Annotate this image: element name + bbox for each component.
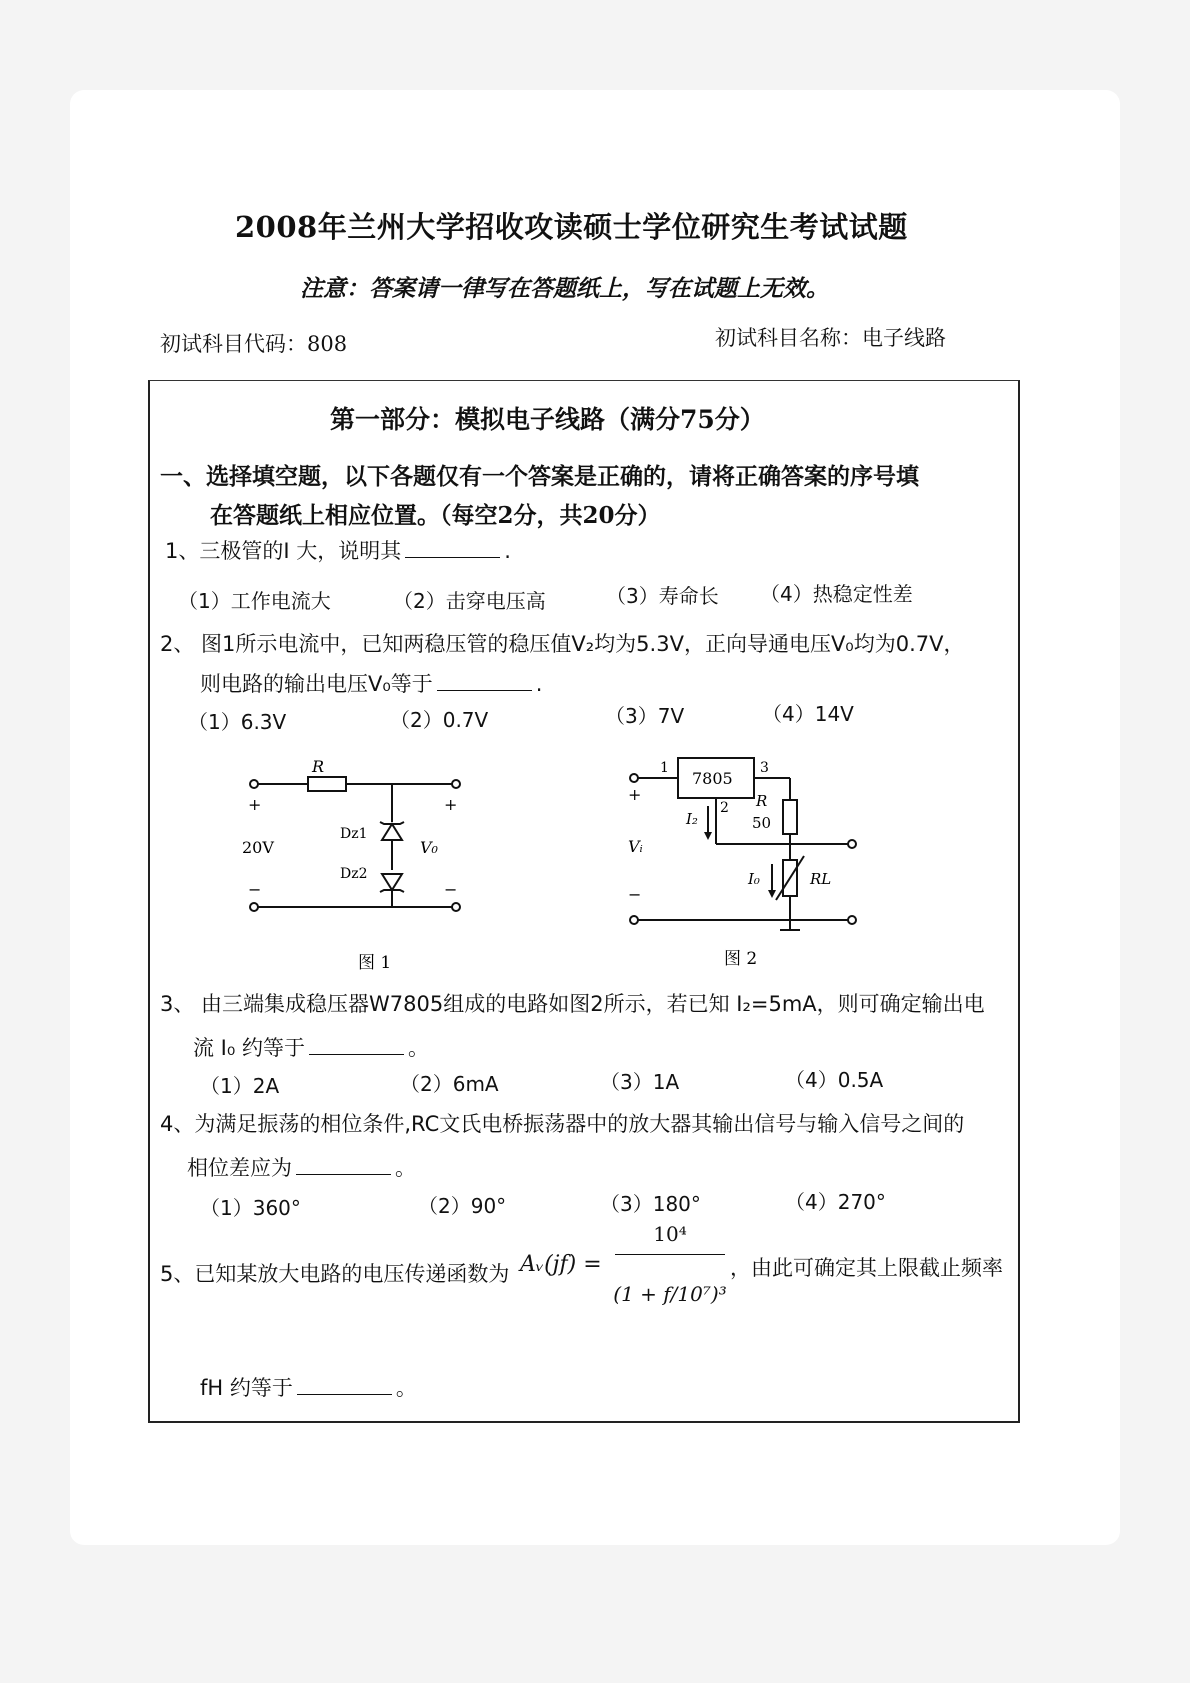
terminal (848, 916, 856, 924)
svg-text:+: + (248, 795, 262, 814)
answer-notice: 注意：答案请一律写在答题纸上，写在试题上无效。 (300, 275, 829, 302)
part-heading: 第一部分：模拟电子线路（满分75分） (330, 405, 765, 434)
transfer-function-lhs: Aᵥ(jf) = (520, 1252, 602, 1277)
answer-blank (296, 1156, 391, 1175)
terminal (452, 903, 460, 911)
q2-option-4: （4）14V (762, 702, 854, 726)
terminal (250, 903, 258, 911)
svg-text:R: R (756, 792, 768, 810)
question-5-stem-suffix: ，由此可确定其上限截止频率 (730, 1256, 1003, 1280)
question-2-stem-line2: 则电路的输出电压V₀等于 . (200, 672, 543, 696)
q1-option-4: （4）热稳定性差 (760, 582, 913, 606)
svg-text:Vᵢ: Vᵢ (628, 837, 643, 856)
question-5-stem-prefix: 5、已知某放大电路的电压传递函数为 (160, 1262, 510, 1286)
svg-text:RL: RL (810, 870, 832, 888)
terminal (630, 774, 638, 782)
terminal (848, 840, 856, 848)
terminal (452, 780, 460, 788)
question-4-stem-line2: 相位差应为 。 (187, 1156, 416, 1180)
q1-option-3: （3）寿命长 (606, 584, 719, 608)
terminal (630, 916, 638, 924)
figure-2-circuit (620, 740, 890, 980)
question-5-stem-line2: fH 约等于 。 (200, 1376, 417, 1400)
q2-option-3: （3）7V (605, 704, 685, 728)
answer-blank (297, 1376, 392, 1395)
answer-blank (309, 1036, 404, 1055)
q3-option-2: （2）6mA (400, 1072, 499, 1096)
resistor-r (308, 777, 346, 791)
figure-2-caption: 图 2 (724, 949, 758, 969)
figure-1-caption: 图 1 (358, 953, 392, 973)
answer-blank (405, 539, 500, 558)
terminal (250, 780, 258, 788)
svg-text:Dz2: Dz2 (340, 866, 368, 882)
question-3-stem-line2: 流 I₀ 约等于 。 (193, 1036, 429, 1060)
question-4-stem-line1: 4、为满足振荡的相位条件,RC文氏电桥振荡器中的放大器其输出信号与输入信号之间的 (160, 1112, 965, 1136)
subject-code: 初试科目代码：808 (160, 332, 348, 356)
q2-option-2: （2）0.7V (390, 708, 489, 732)
current-arrow (704, 832, 712, 840)
answer-blank (437, 672, 532, 691)
q3-option-1: （1）2A (200, 1074, 280, 1098)
subject-name: 初试科目名称：电子线路 (715, 326, 946, 350)
q4-option-2: （2）90° (418, 1194, 507, 1218)
q1-option-1: （1）工作电流大 (178, 589, 331, 613)
resistor-r (783, 800, 797, 834)
svg-text:−: − (628, 885, 642, 904)
svg-text:3: 3 (760, 760, 769, 776)
svg-text:+: + (628, 785, 642, 804)
q1-option-2: （2）击穿电压高 (393, 589, 546, 613)
svg-text:I₂: I₂ (686, 810, 698, 828)
svg-text:I₀: I₀ (748, 870, 760, 888)
section-heading-line1: 一、选择填空题，以下各题仅有一个答案是正确的，请将正确答案的序号填 (160, 463, 919, 490)
q4-option-3: （3）180° (600, 1192, 701, 1216)
figure-1-circuit (240, 750, 480, 980)
svg-text:20V: 20V (242, 838, 274, 857)
transfer-function-numerator: 10⁴ (653, 1222, 687, 1246)
section-heading-line2: 在答题纸上相应位置。（每空2分，共20分） (210, 502, 661, 529)
exam-title: 2008年兰州大学招收攻读硕士学位研究生考试试题 (235, 210, 908, 244)
q4-option-1: （1）360° (200, 1196, 301, 1220)
svg-text:−: − (248, 880, 262, 899)
svg-text:1: 1 (660, 760, 669, 776)
svg-text:7805: 7805 (692, 769, 733, 788)
svg-text:+: + (444, 795, 458, 814)
current-arrow (768, 890, 776, 898)
question-2-stem-line1: 2、 图1所示电流中，已知两稳压管的稳压值V₂均为5.3V，正向导通电压V₀均为0.7V， (160, 632, 965, 656)
fraction-bar (615, 1254, 725, 1255)
svg-text:−: − (444, 880, 458, 899)
q3-option-3: （3）1A (600, 1070, 680, 1094)
svg-text:R: R (312, 757, 325, 776)
q3-option-4: （4）0.5A (785, 1068, 884, 1092)
svg-text:V₀: V₀ (420, 838, 438, 857)
svg-text:2: 2 (720, 800, 729, 816)
svg-text:50: 50 (752, 814, 772, 832)
svg-text:Dz1: Dz1 (340, 826, 368, 842)
zener-diode-dz2 (382, 874, 402, 890)
zener-diode-dz1 (382, 824, 402, 840)
question-1-stem: 1、三极管的I 大，说明其 . (165, 539, 511, 563)
q4-option-4: （4）270° (785, 1190, 886, 1214)
question-3-stem-line1: 3、 由三端集成稳压器W7805组成的电路如图2所示，若已知 I₂=5mA，则可确定输出电 (160, 992, 985, 1016)
transfer-function-denominator: (1 + f/10⁷)³ (613, 1282, 727, 1306)
q2-option-1: （1）6.3V (188, 710, 287, 734)
